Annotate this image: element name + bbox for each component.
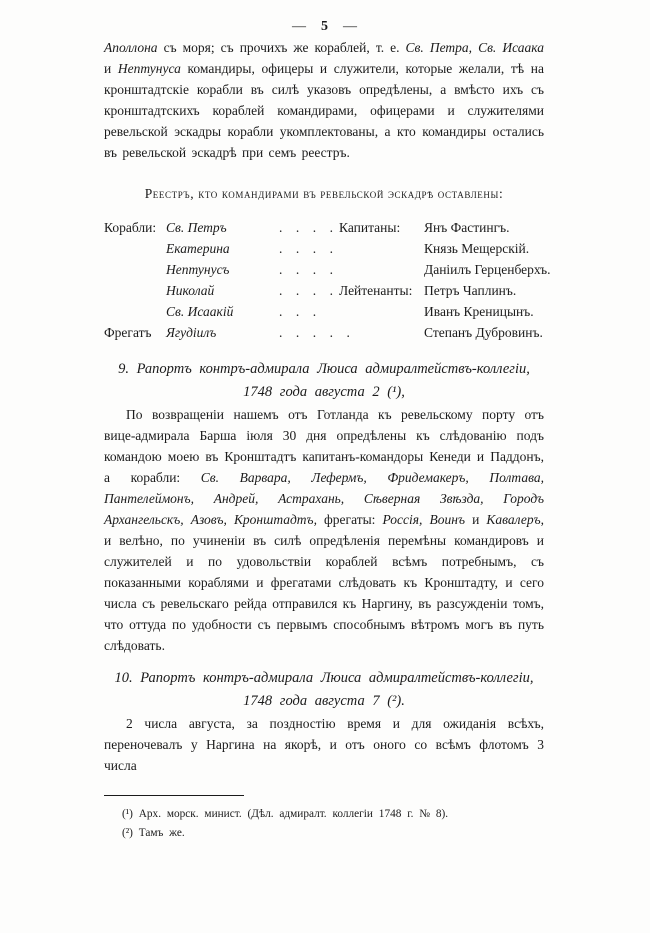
registry-officer-name: Янъ Фастингъ. [424,220,510,235]
intro-text: и [104,61,118,76]
registry-ship-name: Св. Исаакій [166,304,234,319]
registry-row-prefix: Корабли: [104,220,157,235]
intro-paragraph [104,37,544,163]
dot-leader: . . . . [279,220,333,235]
report-9-heading-line2: 1748 года августа 2 (¹), [243,384,405,400]
registry-row [104,259,551,280]
report-10-heading-line2: 1748 года августа 7 (²). [243,693,405,709]
footnote-section [104,795,544,843]
intro-text: командиры, офицеры и служители, которые желали, тѣ на кронштадтскіе корабли въ силѣ указовъ опредѣлены, а вмѣсто ихъ съ кронштадтскихъ кораблей командирами, офицерами и служителями ревельской эскадры корабли укомплектованы, а кто командиры остались въ ревельской эскадрѣ при семъ реестръ. [104,61,544,160]
registry-heading: Реестръ, кто командирами въ ревельской эскадрѣ оставлены: [144,186,504,201]
page-header [0,16,650,37]
registry-row-prefix [104,259,166,280]
registry-row [104,301,544,322]
report-9-body [104,404,544,656]
page-number: 5 [321,19,329,34]
report-9-heading [104,358,544,404]
ship-name-apollon: Аполлона [104,40,158,55]
ship-name-neptunus: Нептунуса [117,61,181,76]
report-10-body: 2 числа августа, за поздностію время и для ожиданія всѣхъ, переночевалъ у Наргина на якорѣ, и отъ оного со всѣмъ флотомъ 3 числа [104,716,544,773]
registry-ship-name: Нептунусъ [166,262,230,277]
dot-leader: . . . . [279,283,333,298]
registry-row-prefix [104,238,166,259]
header-dash-left: — [292,19,307,34]
registry-ship-name: Ягудіилъ [166,325,217,340]
registry-rank-label [339,259,424,280]
ship-names-list: Св. Варвара, Лефермъ, Фридемакеръ, Полтава, Пантелеймонъ, Андрей, Астрахань, Сѣверная Звѣзда, Городъ Архангельскъ, Азовъ, Кронштадтъ, [104,470,544,527]
dot-leader: . . . [279,304,317,319]
report-9-text: и [464,512,487,527]
registry-officer-name: Иванъ Креницынъ. [424,304,534,319]
registry-row [104,322,544,343]
registry-ship-name: Екатерина [166,241,230,256]
registry-row-prefix: Фрегатъ [104,325,152,340]
registry-rank-label: Лейтенанты: [339,283,413,298]
footnote-1: (¹) Арх. морск. минист. (Дѣл. адмиралт. коллегіи 1748 г. № 8). [122,808,449,820]
report-10-heading [104,667,544,713]
registry-rank-label: Капитаны: [339,220,401,235]
dot-leader: . . . . . [279,325,350,340]
header-dash-right: — [343,19,358,34]
registry-rank-label [339,322,424,343]
registry-row-prefix [104,301,166,322]
registry-officer-name: Князь Мещерскій. [424,241,530,256]
registry-rank-label [339,238,424,259]
report-9-text: фрегаты: [316,512,383,527]
report-9-text: , и велѣно, по учиненіи въ силѣ опредѣленія перемѣны командировъ и служителей и по удовольствіи кораблей всѣмъ потребнымъ, съ показанными кораблями и фрегатами слѣдовать къ Кронштадту, и сего числа съ ревельскаго рейда отправился къ Наргину, въ разсужденіи томъ, что оттуда по удобности съ первымъ способнымъ вѣтромъ могъ въ путь слѣдовать. [104,512,544,653]
footnote-divider [104,795,244,796]
page-content [104,37,551,843]
frigate-name-kavaler: Кавалеръ [486,512,541,527]
registry-officer-name: Петръ Чаплинъ. [424,283,517,298]
report-10-heading-line1: 10. Рапортъ контръ-адмирала Люиса адмиралтействъ-коллегіи, [114,670,534,686]
frigate-names: Россія, Воинъ [382,512,465,527]
registry-row-prefix [104,280,166,301]
dot-leader: . . . . [279,241,333,256]
registry-ship-name: Николай [166,283,215,298]
registry-rank-label [339,301,424,322]
registry-row [104,280,544,301]
registry-ship-name: Св. Петръ [166,220,227,235]
registry-officer-name: Даніилъ Герценберхъ. [424,262,551,277]
dot-leader: . . . . [279,262,333,277]
registry-officer-name: Степанъ Дубровинъ. [424,325,543,340]
registry-row [104,238,544,259]
report-9-text: По возвращеніи нашемъ отъ Готланда къ ревельскому порту отъ вице-адмирала Барша іюля 30 дня опредѣлены къ слѣдованію подъ командою моею въ Кронштадтъ капитанъ-командоры Кенеди и Паддонъ, а корабли: [104,407,544,485]
footnote-2: (²) Тамъ же. [122,827,185,839]
registry-row [104,217,544,238]
intro-text: съ моря; съ прочихъ же кораблей, т. е. [157,40,406,55]
ship-names-petr-isaak: Св. Петра, Св. Исаака [405,40,544,55]
registry-table [104,217,551,343]
report-9-heading-line1: 9. Рапортъ контръ-адмирала Люиса адмиралтействъ-коллегіи, [118,361,530,377]
